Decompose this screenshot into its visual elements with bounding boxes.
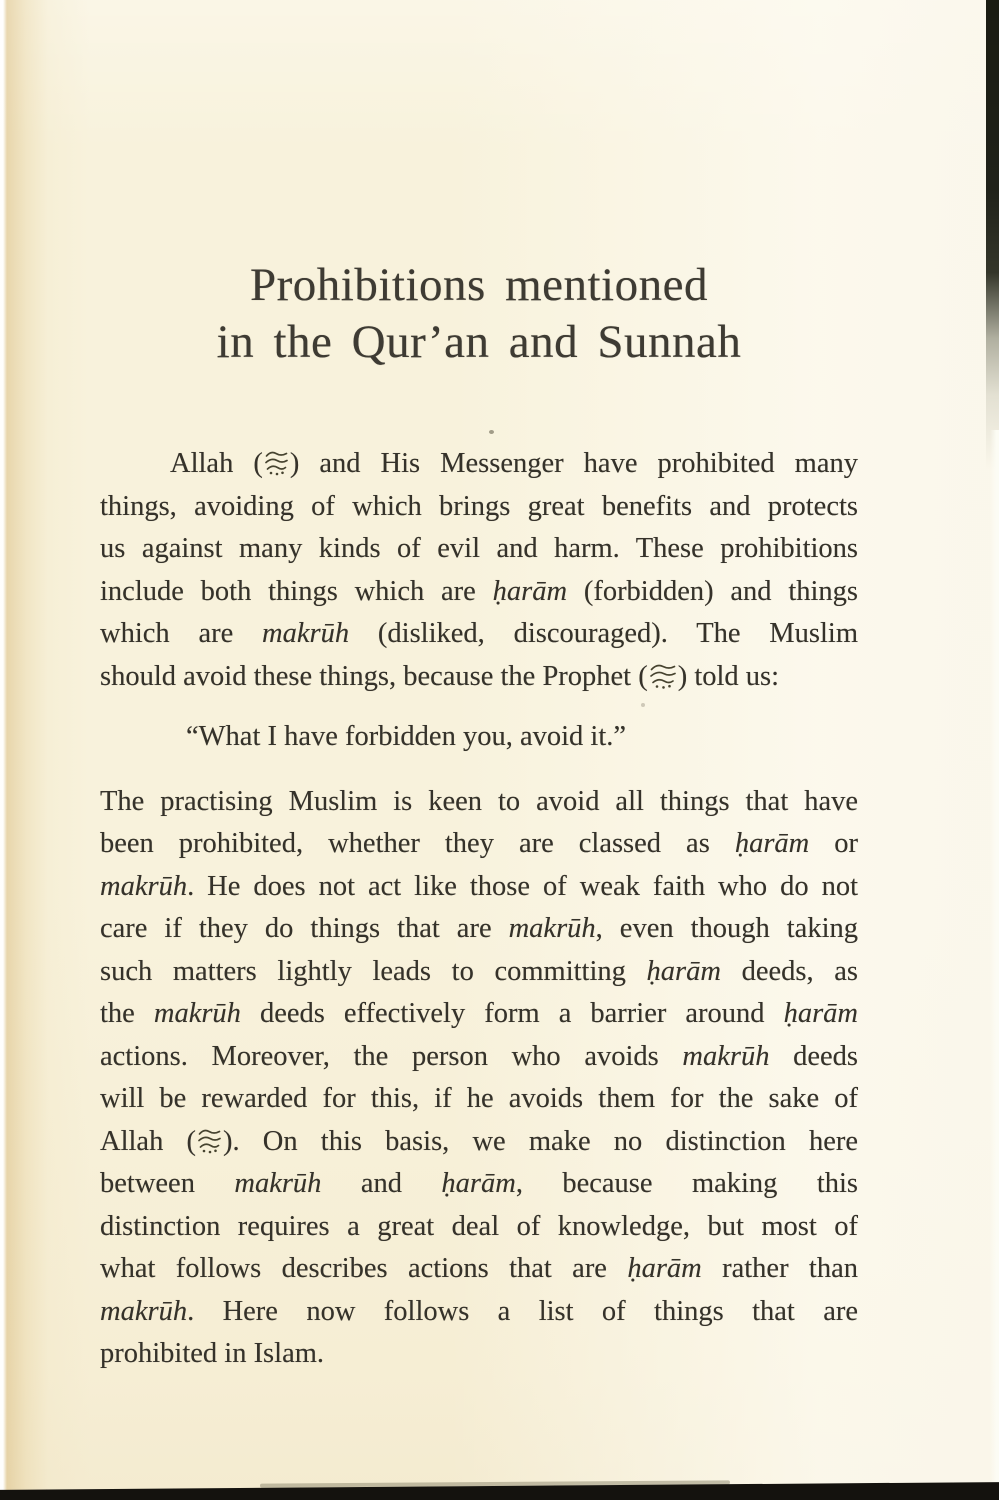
page-title [100,257,858,371]
text-line: makrūh. He does not act like those of weak faith who do not [100,870,858,902]
honorific-swt-icon [197,1127,222,1155]
text-line: distinction requires a great deal of knowledge, but most of [100,1210,858,1242]
text-line: the makrūh deeds effectively form a barrier around ḥarām [100,998,858,1029]
scan-edge-right-dark [986,0,999,470]
scan-speck [489,430,494,434]
text-line: between makrūh and ḥarām, because making this [100,1168,859,1199]
text-line: care if they do things that are makrūh, even though taking [100,913,858,944]
text-line: include both things which are ḥarām (forbidden) and things [100,575,859,607]
text-line: The practising Muslim is keen to avoid all things that have [100,785,858,817]
text-line: what follows describes actions that are ḥarām rather than [100,1253,858,1284]
text-line: been prohibited, whether they are classed as ḥarām or [100,828,858,859]
page-content [100,0,858,1376]
page-title-line-1: Prohibitions mentioned [250,259,708,311]
page-title-line-2: in the Qur’an and Sunnah [216,316,742,368]
intro-paragraph [100,443,858,698]
honorific-swt-icon [264,449,289,477]
body-text [100,443,858,1376]
honorific-saw-icon [649,662,677,690]
text-line: prohibited in Islam. [100,1338,325,1369]
scan-speck [641,703,645,707]
text-line: “What I have forbidden you, avoid it.” [186,721,627,752]
scan-edge-right-white [990,430,999,1490]
text-line: Allah ( ). On this basis, we make no distinction here [100,1125,859,1157]
text-line: should avoid these things, because the Prophet ( ) told us: [100,660,780,692]
text-line: will be rewarded for this, if he avoids them for the sake of [100,1083,858,1114]
text-line: such matters lightly leads to committing ḥarām deeds, as [100,955,859,987]
hadith-quote [100,716,858,759]
text-line: us against many kinds of evil and harm. These prohibitions [100,533,858,564]
text-line: Allah ( ) and His Messenger have prohibited many [170,448,858,479]
text-line: actions. Moreover, the person who avoids makrūh deeds [100,1040,859,1072]
text-line: makrūh. Here now follows a list of things that are [100,1295,858,1327]
text-line: which are makrūh (disliked, discouraged). The Muslim [100,618,858,649]
main-paragraph [100,781,858,1376]
text-line: things, avoiding of which brings great benefits and protects [100,490,858,522]
